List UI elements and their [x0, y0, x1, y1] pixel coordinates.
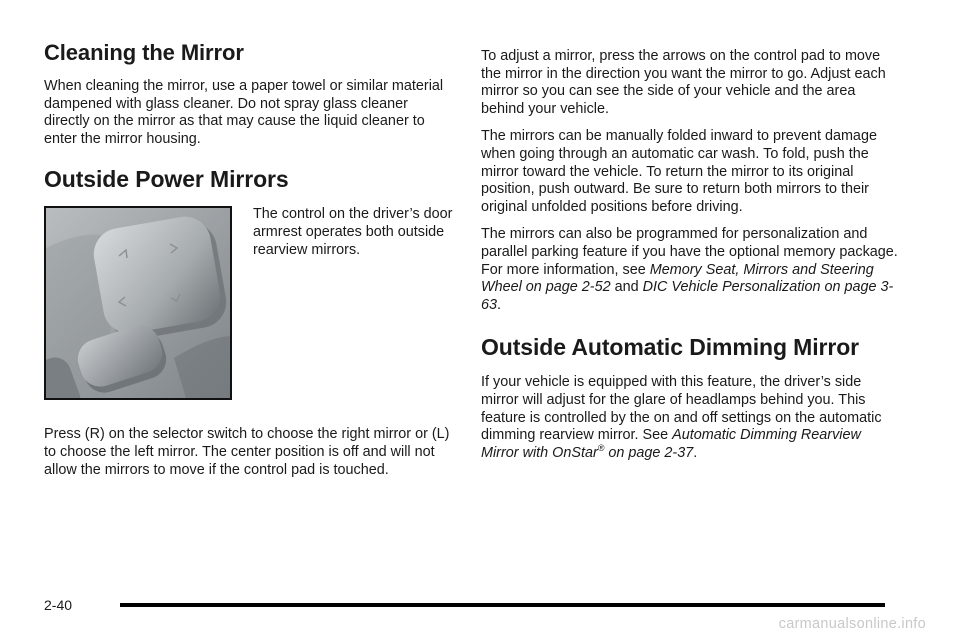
fold-mirror-text: The mirrors can be manually folded inward to prevent damage when going through an automatic car wash. To fold, push the mirror toward the vehicle. To return the mirror to its original position, push outward. Be sure to return both mirrors to their original unfolded positions before driving.	[481, 128, 877, 215]
outside-power-mirrors-heading: Outside Power Mirrors	[44, 166, 289, 193]
watermark: carmanualsonline.info	[778, 616, 926, 632]
page-number: 2-40	[44, 597, 73, 613]
right-column	[481, 40, 901, 472]
dimming-text: If your vehicle is equipped with this feature, the driver’s side mirror will adjust for the glare of headlamps behind you. This feature is controlled by the on and off settings on the automatic dimming rearview mirror. See Automatic Dimming Rearview Mirror with OnStar® on page 2-37.	[481, 374, 882, 461]
dic-personalization-reference: DIC Vehicle Personalization on page 3-63	[481, 279, 894, 313]
figure-row	[44, 206, 454, 400]
selector-switch-text: Press (R) on the selector switch to choose the right mirror or (L) to choose the left mirror. The center position is off and will not allow the mirrors to move if the control pad is touched.	[44, 426, 450, 478]
cleaning-mirror-heading: Cleaning the Mirror	[44, 40, 244, 65]
mirror-control-image	[44, 206, 232, 400]
automatic-dimming-heading: Outside Automatic Dimming Mirror	[481, 334, 860, 361]
memory-seat-reference: Memory Seat, Mirrors and Steering Wheel on page 2-52	[481, 261, 874, 296]
mirror-control-illustration	[46, 208, 230, 398]
programming-text: The mirrors can also be programmed for personalization and parallel parking feature if you have the optional memory package. For more information, see Memory Seat, Mirrors and Steering Wheel on page 2-52 and DIC Vehicle Personalization on page 3-63.	[481, 226, 898, 313]
figure-caption: The control on the driver’s door armrest operates both outside rearview mirrors.	[253, 206, 453, 258]
adjust-mirror-text: To adjust a mirror, press the arrows on the control pad to move the mirror in the direction you want the mirror to go. Adjust each mirror so you can see the side of your vehicle and the area behind your vehicle.	[481, 48, 886, 117]
footer-rule	[120, 603, 885, 607]
cleaning-mirror-text: When cleaning the mirror, use a paper towel or similar material dampened with glass cleaner. Do not spray glass cleaner directly on the mirror as that may cause the liquid cleaner to enter the mirror housing.	[44, 78, 444, 147]
dimming-mirror-reference: Automatic Dimming Rearview Mirror with OnStar® on page 2-37	[481, 427, 861, 461]
left-column	[44, 40, 454, 489]
